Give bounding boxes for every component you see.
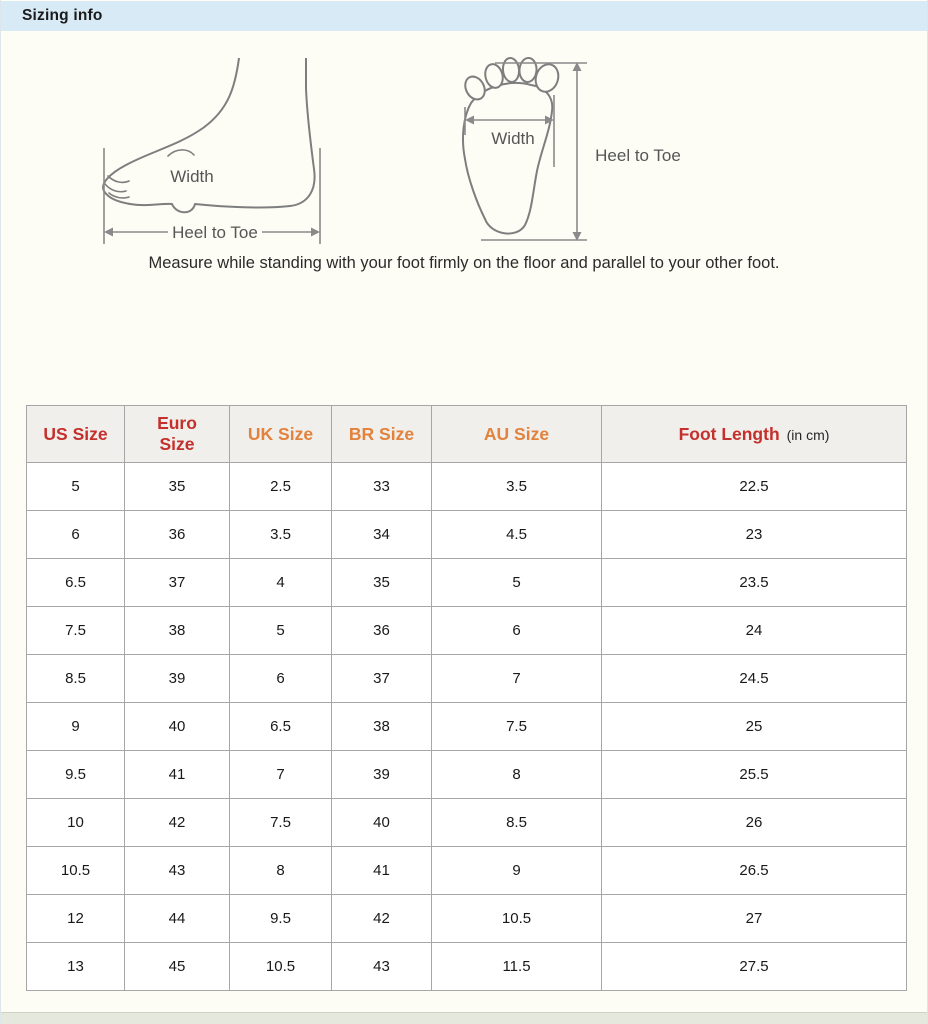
column-header-au-size <box>432 406 602 463</box>
column-header-label: BR Size <box>348 423 415 444</box>
size-cell: 7.5 <box>27 607 125 655</box>
size-cell: 27.5 <box>602 943 907 991</box>
arrowhead-left-icon <box>104 228 113 237</box>
table-row <box>27 655 907 703</box>
side-length-label: Heel to Toe <box>172 223 258 242</box>
size-cell: 26 <box>602 799 907 847</box>
size-cell: 25 <box>602 703 907 751</box>
size-cell: 10.5 <box>432 895 602 943</box>
size-cell: 10.5 <box>27 847 125 895</box>
table-row <box>27 799 907 847</box>
size-cell: 43 <box>332 943 432 991</box>
size-cell: 10 <box>27 799 125 847</box>
size-cell: 25.5 <box>602 751 907 799</box>
size-cell: 35 <box>125 463 230 511</box>
top-length-label: Heel to Toe <box>595 146 681 165</box>
column-header-us-size <box>27 406 125 463</box>
size-cell: 8.5 <box>27 655 125 703</box>
column-header-euro-size <box>125 406 230 463</box>
size-cell: 36 <box>125 511 230 559</box>
column-header-br-size <box>332 406 432 463</box>
size-cell: 9 <box>432 847 602 895</box>
top-width-label: Width <box>491 129 535 148</box>
table-row <box>27 607 907 655</box>
size-cell: 39 <box>125 655 230 703</box>
size-cell: 7 <box>230 751 332 799</box>
column-header-foot-length <box>602 406 907 463</box>
size-cell: 44 <box>125 895 230 943</box>
size-cell: 8 <box>432 751 602 799</box>
size-cell: 11.5 <box>432 943 602 991</box>
size-cell: 9.5 <box>27 751 125 799</box>
size-cell: 26.5 <box>602 847 907 895</box>
toe-icon <box>502 57 520 83</box>
size-cell: 40 <box>125 703 230 751</box>
table-row <box>27 511 907 559</box>
size-cell: 5 <box>432 559 602 607</box>
table-row <box>27 703 907 751</box>
section-header <box>1 1 927 31</box>
size-cell: 6.5 <box>230 703 332 751</box>
column-header-label: AU Size <box>483 423 550 444</box>
toe-icon <box>483 62 505 89</box>
size-cell: 38 <box>332 703 432 751</box>
size-cell: 4 <box>230 559 332 607</box>
size-cell: 24.5 <box>602 655 907 703</box>
size-cell: 8.5 <box>432 799 602 847</box>
size-cell: 42 <box>332 895 432 943</box>
size-cell: 5 <box>27 463 125 511</box>
size-cell: 13 <box>27 943 125 991</box>
size-cell: 2.5 <box>230 463 332 511</box>
size-cell: 6 <box>230 655 332 703</box>
table-row <box>27 943 907 991</box>
instep-arc <box>168 150 194 156</box>
size-cell: 43 <box>125 847 230 895</box>
size-cell: 7.5 <box>230 799 332 847</box>
table-row <box>27 751 907 799</box>
footprint-outline <box>463 83 552 234</box>
section-title: Sizing info <box>22 7 103 24</box>
size-cell: 10.5 <box>230 943 332 991</box>
side-width-label: Width <box>170 167 214 186</box>
size-cell: 22.5 <box>602 463 907 511</box>
column-header-label: Foot Length <box>678 423 780 444</box>
size-cell: 6 <box>27 511 125 559</box>
size-cell: 35 <box>332 559 432 607</box>
foot-top-view-diagram <box>453 55 701 251</box>
size-cell: 6 <box>432 607 602 655</box>
column-header-unit: (in cm) <box>786 426 830 443</box>
size-cell: 41 <box>332 847 432 895</box>
size-cell: 33 <box>332 463 432 511</box>
table-row <box>27 463 907 511</box>
size-cell: 23.5 <box>602 559 907 607</box>
bottom-divider <box>1 1012 927 1024</box>
size-cell: 37 <box>125 559 230 607</box>
size-cell: 27 <box>602 895 907 943</box>
column-header-label: US Size <box>43 423 108 444</box>
size-cell: 24 <box>602 607 907 655</box>
size-conversion-table <box>26 405 907 991</box>
size-cell: 12 <box>27 895 125 943</box>
foot-side-outline <box>103 58 315 212</box>
size-cell: 42 <box>125 799 230 847</box>
size-cell: 34 <box>332 511 432 559</box>
size-table-body <box>27 463 907 991</box>
size-cell: 5 <box>230 607 332 655</box>
size-cell: 36 <box>332 607 432 655</box>
size-cell: 39 <box>332 751 432 799</box>
table-row <box>27 559 907 607</box>
size-cell: 37 <box>332 655 432 703</box>
size-cell: 9 <box>27 703 125 751</box>
toe-icon <box>519 57 538 82</box>
size-cell: 45 <box>125 943 230 991</box>
table-row <box>27 895 907 943</box>
table-row <box>27 847 907 895</box>
size-cell: 6.5 <box>27 559 125 607</box>
size-cell: 3.5 <box>432 463 602 511</box>
size-cell: 9.5 <box>230 895 332 943</box>
size-cell: 7.5 <box>432 703 602 751</box>
size-cell: 40 <box>332 799 432 847</box>
measure-instruction: Measure while standing with your foot firmly on the floor and parallel to your other foot. <box>148 254 780 272</box>
size-cell: 3.5 <box>230 511 332 559</box>
size-cell: 38 <box>125 607 230 655</box>
column-header-uk-size <box>230 406 332 463</box>
size-cell: 23 <box>602 511 907 559</box>
toe-detail-lines <box>105 176 129 198</box>
size-cell: 41 <box>125 751 230 799</box>
size-cell: 4.5 <box>432 511 602 559</box>
arrowhead-right-icon <box>311 228 320 237</box>
table-header-row <box>27 406 907 463</box>
column-header-label: Euro Size <box>157 413 197 454</box>
foot-side-view-diagram <box>96 58 336 250</box>
column-header-label: UK Size <box>247 423 314 444</box>
size-cell: 8 <box>230 847 332 895</box>
toe-small-icon <box>461 73 488 103</box>
size-cell: 7 <box>432 655 602 703</box>
